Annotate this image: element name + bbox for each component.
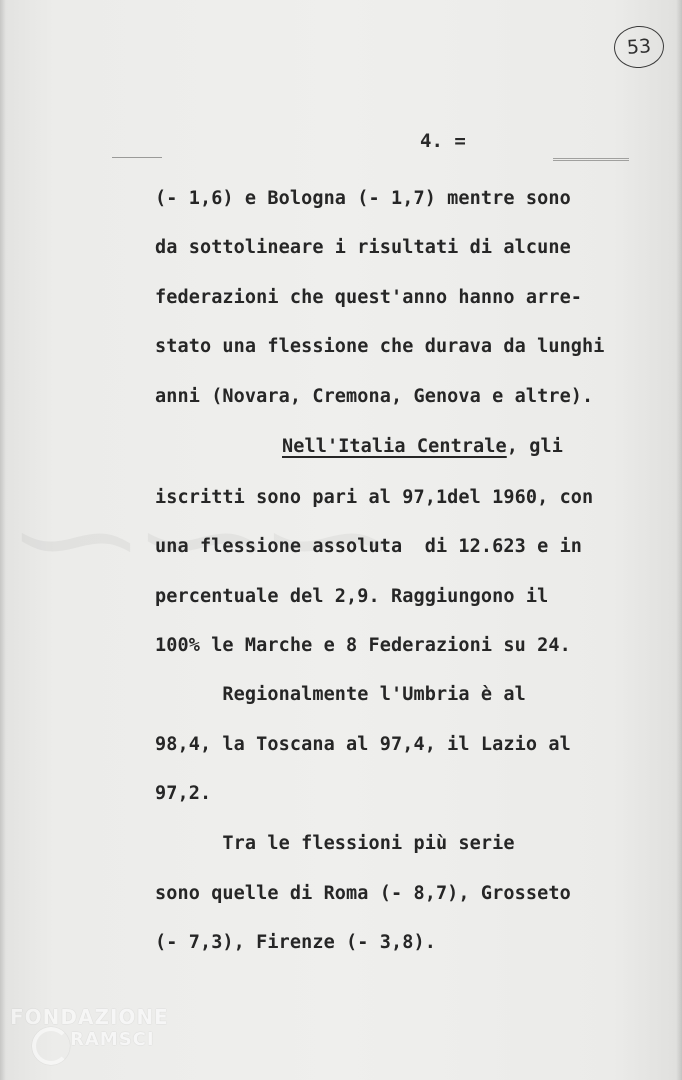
- text-line-16: (- 7,3), Firenze (- 3,8).: [155, 932, 436, 953]
- section-number: 4. =: [420, 130, 466, 152]
- heading-italia-centrale: Nell'Italia Centrale: [282, 436, 507, 457]
- text-line-13: 97,2.: [155, 783, 212, 804]
- text-line-3: federazioni che quest'anno hanno arre-: [155, 287, 583, 308]
- text-line-12: 98,4, la Toscana al 97,4, il Lazio al: [155, 734, 571, 755]
- page-number-stamp-text: 53: [626, 35, 652, 59]
- fondazione-gramsci-watermark: [6, 1005, 176, 1077]
- watermark-line2: RAMSCI: [70, 1029, 155, 1050]
- text-line-centrale: [282, 436, 563, 457]
- text-line-1: (- 1,6) e Bologna (- 1,7) mentre sono: [155, 188, 571, 209]
- text-line-5: anni (Novara, Cremona, Genova e altre).: [155, 386, 594, 407]
- text-line-centrale-rest: , gli: [506, 436, 563, 457]
- watermark-line1: FONDAZIONE: [10, 1005, 169, 1029]
- text-line-11: Regionalmente l'Umbria è al: [155, 684, 526, 705]
- text-line-8: una flessione assoluta di 12.623 e in: [155, 536, 583, 557]
- text-line-2: da sottolineare i risultati di alcune: [155, 237, 571, 258]
- text-line-9: percentuale del 2,9. Raggiungono il: [155, 586, 549, 607]
- text-line-10: 100% le Marche e 8 Federazioni su 24.: [155, 635, 571, 656]
- text-line-14: Tra le flessioni più serie: [155, 833, 515, 854]
- watermark-g-logo-icon: [32, 1027, 70, 1065]
- text-line-15: sono quelle di Roma (- 8,7), Grosseto: [155, 883, 571, 904]
- text-line-7: iscritti sono pari al 97,1del 1960, con: [155, 487, 594, 508]
- text-line-4: stato una flessione che durava da lunghi: [155, 336, 605, 357]
